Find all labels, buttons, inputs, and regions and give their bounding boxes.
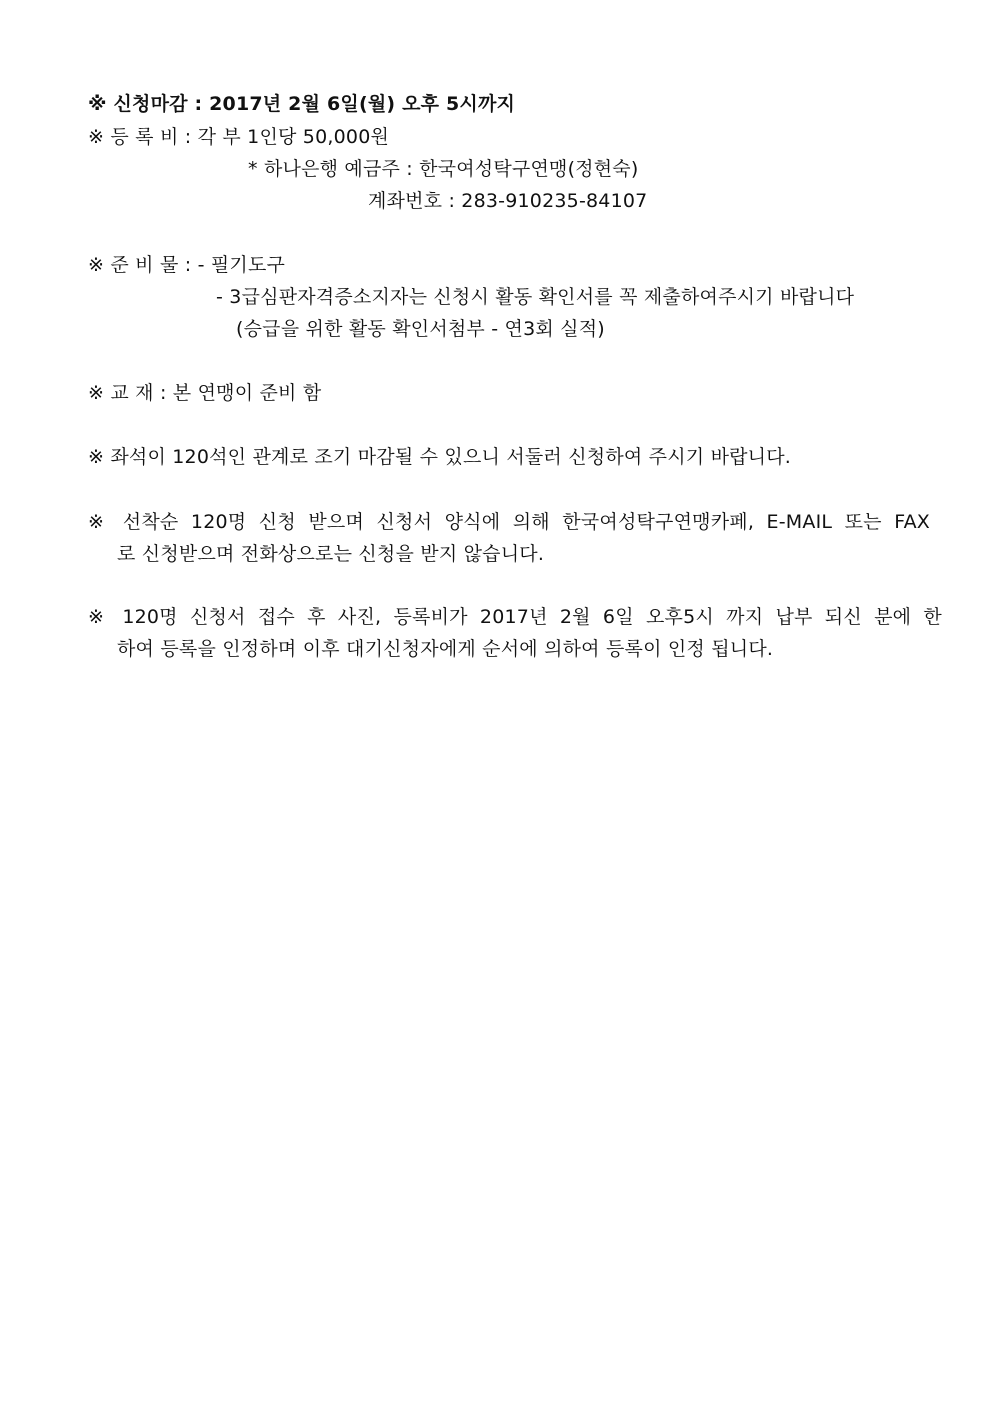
account-line: 계좌번호 : 283-910235-84107 (368, 190, 648, 212)
fee-line: ※ 등 록 비 : 각 부 1인당 50,000원 (88, 126, 390, 148)
registration-line-2: 하여 등록을 인정하며 이후 대기신청자에게 순서에 의하여 등록이 인정 됩니다. (117, 638, 774, 660)
bank-line: * 하나은행 예금주 : 한국여성탁구연맹(정현숙) (248, 158, 639, 180)
preparation-item-certificate: - 3급심판자격증소지자는 신청시 활동 확인서를 꼭 제출하여주시기 바랍니다 (216, 286, 855, 308)
deadline-line: ※ 신청마감 : 2017년 2월 6일(월) 오후 5시까지 (88, 93, 516, 115)
registration-line-1: ※ 120명 신청서 접수 후 사진, 등록비가 2017년 2월 6일 오후5시 까지 납부 되신 분에 한 (88, 606, 942, 628)
first-come-line-2: 로 신청받으며 전화상으로는 신청을 받지 않습니다. (117, 543, 545, 565)
first-come-line-1: ※ 선착순 120명 신청 받으며 신청서 양식에 의해 한국여성탁구연맹카페, E-MAIL 또는 FAX (88, 511, 930, 533)
textbook-line: ※ 교 재 : 본 연맹이 준비 함 (88, 382, 322, 404)
seats-line: ※ 좌석이 120석인 관계로 조기 마감될 수 있으니 서둘러 신청하여 주시기 바랍니다. (88, 446, 792, 468)
preparation-item-note: (승급을 위한 활동 확인서첨부 - 연3회 실적) (236, 318, 605, 340)
preparation-line: ※ 준 비 물 : - 필기도구 (88, 254, 286, 276)
